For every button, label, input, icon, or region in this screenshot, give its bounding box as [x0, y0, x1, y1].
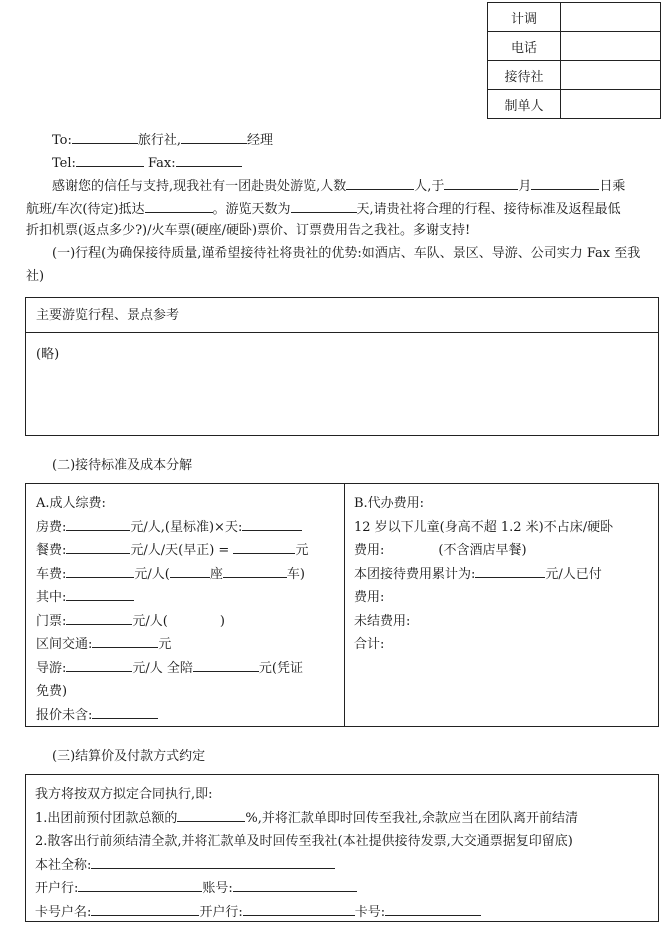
to-line — [52, 130, 273, 150]
list-item — [36, 680, 308, 704]
table-row — [488, 90, 661, 119]
guide-label: 导游: — [36, 660, 67, 676]
transport-label: 区间交通: — [36, 637, 93, 652]
table-row — [488, 3, 661, 32]
info-label: 计调 — [488, 3, 561, 32]
list-item — [36, 539, 308, 563]
individual-payment-text: 2.散客出行前须结清全款,并将汇款单及时回传至我社(本社提供接待发票,大交通票据复印留底) — [35, 834, 573, 849]
info-label: 接待社 — [488, 61, 561, 90]
list-item — [354, 610, 613, 634]
list-item — [35, 854, 578, 878]
fax-label: Fax: — [148, 156, 176, 171]
table-row — [488, 32, 661, 61]
unsettled-label: 未结费用: — [354, 613, 411, 629]
room-blank[interactable] — [66, 517, 130, 531]
car-label: 元/人( — [134, 566, 170, 582]
prepay-label: 1.出团前预付团款总额的 — [35, 810, 178, 826]
guide-blank[interactable] — [66, 658, 132, 672]
manager-blank[interactable] — [181, 130, 247, 144]
bank2-label: 开户行: — [199, 904, 243, 920]
full-name-blank[interactable] — [91, 855, 335, 869]
to-label: To: — [52, 133, 72, 148]
info-value[interactable] — [561, 61, 661, 90]
total-label: 本团接待费用累计为: — [354, 566, 476, 582]
list-item — [36, 633, 308, 657]
tel-line — [52, 153, 242, 173]
list-item — [35, 830, 578, 854]
intro-text: 天,请贵社将合理的行程、接待标准及返程最低 — [356, 202, 621, 217]
intro-text: 人,于 — [414, 179, 445, 194]
agency-label: 旅行社, — [137, 133, 182, 148]
tel-blank[interactable] — [76, 153, 144, 167]
list-item — [36, 610, 308, 634]
info-table — [487, 2, 661, 119]
ticket-label: 门票: — [36, 613, 67, 629]
intro-text: 日乘 — [599, 179, 626, 194]
meal-label: 元/人/天(早正) = — [130, 543, 230, 558]
sum-label: 合计: — [354, 637, 385, 652]
list-item — [35, 877, 578, 901]
bank-blank[interactable] — [78, 878, 202, 892]
list-item — [36, 704, 308, 728]
itinerary-title: 主要游览行程、景点参考 — [36, 308, 180, 323]
prepay-label: %,并将汇款单即时回传至我社,余款应当在团队离开前结清 — [245, 810, 579, 826]
section2-title: (二)接待标准及成本分解 — [52, 458, 193, 473]
manager-label: 经理 — [247, 133, 274, 148]
guide-label: 元(凭证 — [258, 660, 303, 676]
meal-blank[interactable] — [66, 540, 130, 554]
car-seat-blank[interactable] — [170, 564, 210, 578]
days-blank[interactable] — [291, 199, 357, 213]
info-value[interactable] — [561, 90, 661, 119]
car-label: 车费: — [36, 566, 67, 582]
fee-label: 费用: — [354, 590, 385, 605]
list-item — [354, 539, 613, 563]
total-blank[interactable] — [475, 564, 545, 578]
list-item — [36, 586, 308, 610]
itinerary-content[interactable]: (略) — [36, 347, 60, 362]
child-text: 12 岁以下儿童(身高不超 1.2 米)不占床/硬卧 — [354, 519, 614, 535]
excluded-label: 报价未含: — [36, 707, 93, 723]
card-name-blank[interactable] — [91, 902, 199, 916]
car-blank[interactable] — [66, 564, 134, 578]
ticket-label: ) — [219, 613, 225, 629]
info-value[interactable] — [561, 3, 661, 32]
info-label: 制单人 — [488, 90, 561, 119]
table-row — [488, 61, 661, 90]
no-breakfast-note: (不含酒店早餐) — [438, 543, 527, 558]
intro-line-2 — [26, 199, 621, 219]
list-item — [35, 783, 578, 807]
payment-intro: 我方将按双方拟定合同执行,即: — [35, 787, 213, 802]
among-label: 其中: — [36, 590, 67, 605]
meal-label: 元 — [295, 543, 309, 558]
info-value[interactable] — [561, 32, 661, 61]
section1-title: (一)行程(为确保接待质量,谨希望接待社将贵社的优势:如酒店、车队、景区、导游、公司实力 Fax 至我 — [52, 246, 641, 261]
car-label: 车) — [286, 566, 305, 582]
intro-text: 月 — [518, 179, 532, 194]
prepay-percent-blank[interactable] — [177, 808, 245, 822]
card-name-label: 卡号户名: — [35, 904, 92, 920]
list-item — [35, 807, 578, 831]
list-item — [354, 633, 613, 657]
car-type-blank[interactable] — [223, 564, 287, 578]
bank2-blank[interactable] — [243, 902, 355, 916]
total-label: 元/人已付 — [545, 566, 602, 582]
intro-text: 。游览天数为 — [212, 202, 291, 217]
full-name-label: 本社全称: — [35, 857, 92, 873]
section3-title: (三)结算价及付款方式约定 — [52, 749, 206, 764]
list-item — [354, 586, 613, 610]
divider — [344, 484, 345, 726]
divider — [26, 332, 658, 333]
arrive-blank[interactable] — [145, 199, 213, 213]
intro-line-3: 折扣机票(返点多少?)/火车票(硬座/硬卧)票价、订票费用告之我社。多谢支持! — [26, 223, 471, 238]
room-days-blank[interactable] — [242, 517, 302, 531]
transport-blank[interactable] — [92, 634, 158, 648]
tel-label: Tel: — [52, 156, 76, 171]
card-no-label: 卡号: — [354, 904, 386, 920]
bank-label: 开户行: — [35, 881, 79, 896]
people-blank[interactable] — [346, 176, 414, 190]
day-blank[interactable] — [531, 176, 599, 190]
list-item — [35, 901, 578, 925]
account-blank[interactable] — [233, 878, 357, 892]
intro-text: 感谢您的信任与支持,现我社有一团赴贵处游览,人数 — [52, 179, 347, 194]
meal-total-blank[interactable] — [233, 540, 295, 554]
agency-blank[interactable] — [72, 130, 138, 144]
cost-box — [25, 483, 659, 727]
list-item — [36, 563, 308, 587]
list-item — [36, 492, 308, 516]
agent-heading: B.代办费用: — [354, 496, 425, 511]
room-label: 元/人,(星标准)×天: — [130, 519, 243, 535]
transport-label: 元 — [158, 637, 172, 652]
itinerary-box — [25, 297, 659, 436]
adult-cost-list — [36, 492, 308, 727]
list-item — [36, 516, 308, 540]
ticket-blank[interactable] — [66, 611, 132, 625]
guide-label: 元/人 全陪 — [132, 660, 193, 676]
intro-line-1 — [52, 176, 625, 196]
meal-label: 餐费: — [36, 543, 67, 558]
intro-text: 航班/车次(待定)抵达 — [26, 202, 145, 217]
adult-heading: A.成人综费: — [36, 496, 106, 511]
guide-label: 免费) — [36, 684, 68, 699]
card-no-blank[interactable] — [385, 902, 481, 916]
payment-list — [35, 783, 578, 924]
list-item — [354, 563, 613, 587]
escort-blank[interactable] — [193, 658, 259, 672]
list-item — [354, 516, 613, 540]
section1-title-cont: 社) — [26, 269, 45, 284]
list-item — [354, 492, 613, 516]
list-item — [36, 657, 308, 681]
month-blank[interactable] — [444, 176, 518, 190]
info-label: 电话 — [488, 32, 561, 61]
among-blank[interactable] — [66, 587, 134, 601]
fax-blank[interactable] — [176, 153, 242, 167]
room-label: 房费: — [36, 519, 67, 535]
ticket-label: 元/人( — [132, 613, 168, 629]
child-fee-label: 费用: — [354, 543, 385, 558]
account-label: 账号: — [202, 881, 233, 896]
payment-box — [25, 774, 659, 922]
agent-cost-list — [354, 492, 613, 657]
car-label: 座 — [209, 566, 223, 582]
excluded-blank[interactable] — [92, 705, 158, 719]
